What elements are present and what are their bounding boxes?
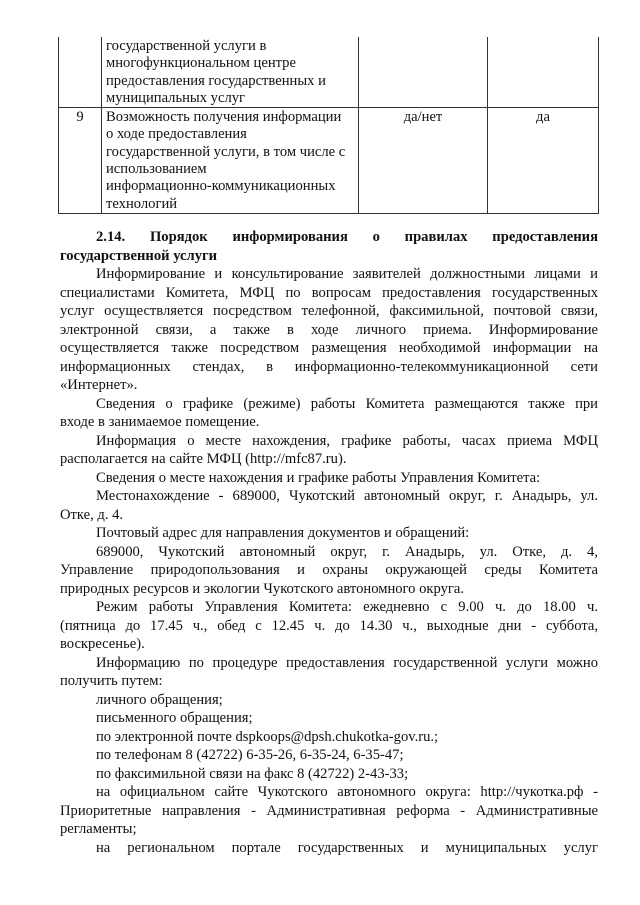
list-item: на официальном сайте Чукотского автономного округа: http://чукотка.рф -: [96, 784, 598, 800]
section-heading: 2.14. Порядок информирования о правилах предоставления: [96, 229, 598, 245]
paragraph-line: (пятница до 17.45 ч., обед с 12.45 ч. до 14.30 ч., выходные дни - суббота,: [60, 617, 598, 634]
paragraph-line: регламенты;: [60, 821, 137, 837]
cell-text-line: государственной услуги в: [106, 38, 267, 54]
paragraph-line: Режим работы Управления Комитета: ежедневно с 9.00 ч. до 18.00 ч.: [96, 599, 598, 615]
paragraph-line: воскресенье).: [60, 636, 145, 652]
paragraph-line: располагается на сайте МФЦ (http://mfc87.ru).: [60, 451, 347, 467]
paragraph-line: входе в занимаемое помещение.: [60, 414, 260, 430]
section-body: [60, 228, 598, 857]
cell-text-line: многофункциональном центре: [106, 55, 296, 72]
cell-text-line: предоставления государственных и: [106, 72, 326, 89]
table-row: [59, 108, 599, 214]
list-item: личного обращения;: [96, 691, 223, 708]
cell-text-line: информационно-коммуникационных: [106, 178, 336, 195]
cell-text-line: муниципальных услуг: [106, 89, 246, 106]
paragraph-line: Сведения о месте нахождения и графике работы Управления Комитета:: [96, 469, 541, 486]
list-item: по факсимильной связи на факс 8 (42722) 2-43-33;: [96, 765, 409, 782]
section-heading-continuation: государственной услуги: [60, 247, 218, 264]
paragraph-line: осуществляется также посредством размещения необходимой информации на: [60, 340, 598, 356]
paragraph-line: услуг осуществляется посредством телефонной, факсимильной, почтовой связи,: [60, 303, 598, 319]
paragraph-line: Почтовый адрес для направления документов и обращений:: [96, 525, 470, 541]
table-row: [59, 37, 599, 108]
paragraph-line: Информацию по процедуре предоставления государственной услуги можно: [96, 654, 598, 671]
list-item: по электронной почте dspkoops@dpsh.chukotka-gov.ru.;: [96, 728, 439, 745]
paragraph-line: Приоритетные направления - Административная реформа - Административные: [60, 802, 598, 819]
row-target-cell: да: [488, 108, 599, 214]
row-value-cell: [359, 37, 488, 108]
row-target-cell: [488, 37, 599, 108]
list-item: по телефонам 8 (42722) 6-35-26, 6-35-24, 6-35-47;: [96, 747, 404, 763]
cell-text-line: о ходе предоставления: [106, 126, 247, 143]
cell-text-line: использованием: [106, 161, 207, 178]
paragraph-line: информационных стендах, в информационно-телекоммуникационной сети: [60, 358, 598, 375]
list-item: письменного обращения;: [96, 710, 253, 726]
paragraph-line: Информирование и консультирование заявителей должностными лицами и: [96, 266, 598, 282]
paragraph-line: «Интернет».: [60, 377, 138, 393]
row-number-cell: 9: [59, 108, 102, 214]
paragraph-line: Информация о месте нахождения, графике работы, часах приема МФЦ: [96, 432, 598, 449]
paragraph-line: Отке, д. 4.: [60, 506, 124, 523]
paragraph-line: электронной связи, а также в ходе личного приема. Информирование: [60, 321, 598, 338]
cell-text-line: технологий: [106, 195, 178, 212]
paragraph-line: Сведения о графике (режиме) работы Комитета размещаются также при: [96, 395, 598, 412]
paragraph-line: Управление природопользования и охраны окружающей среды Комитета: [60, 562, 598, 578]
paragraph-line: специалистами Комитета, МФЦ по вопросам предоставления государственных: [60, 284, 598, 301]
paragraph-line: получить путем:: [60, 673, 163, 689]
row-number-cell: [59, 37, 102, 108]
row-name-cell: [102, 108, 359, 214]
paragraph-line: Местонахождение - 689000, Чукотский автономный округ, г. Анадырь, ул.: [96, 488, 598, 504]
cell-text-line: Возможность получения информации: [106, 109, 342, 126]
list-item: на региональном портале государственных и муниципальных услуг: [96, 839, 598, 856]
paragraph-line: природных ресурсов и экологии Чукотского автономного округа.: [60, 580, 465, 597]
services-table: [58, 37, 599, 214]
cell-text-line: государственной услуги, в том числе с: [106, 143, 346, 160]
row-name-cell: [102, 37, 359, 108]
paragraph-line: 689000, Чукотский автономный округ, г. Анадырь, ул. Отке, д. 4,: [96, 543, 598, 560]
row-value-cell: да/нет: [359, 108, 488, 214]
